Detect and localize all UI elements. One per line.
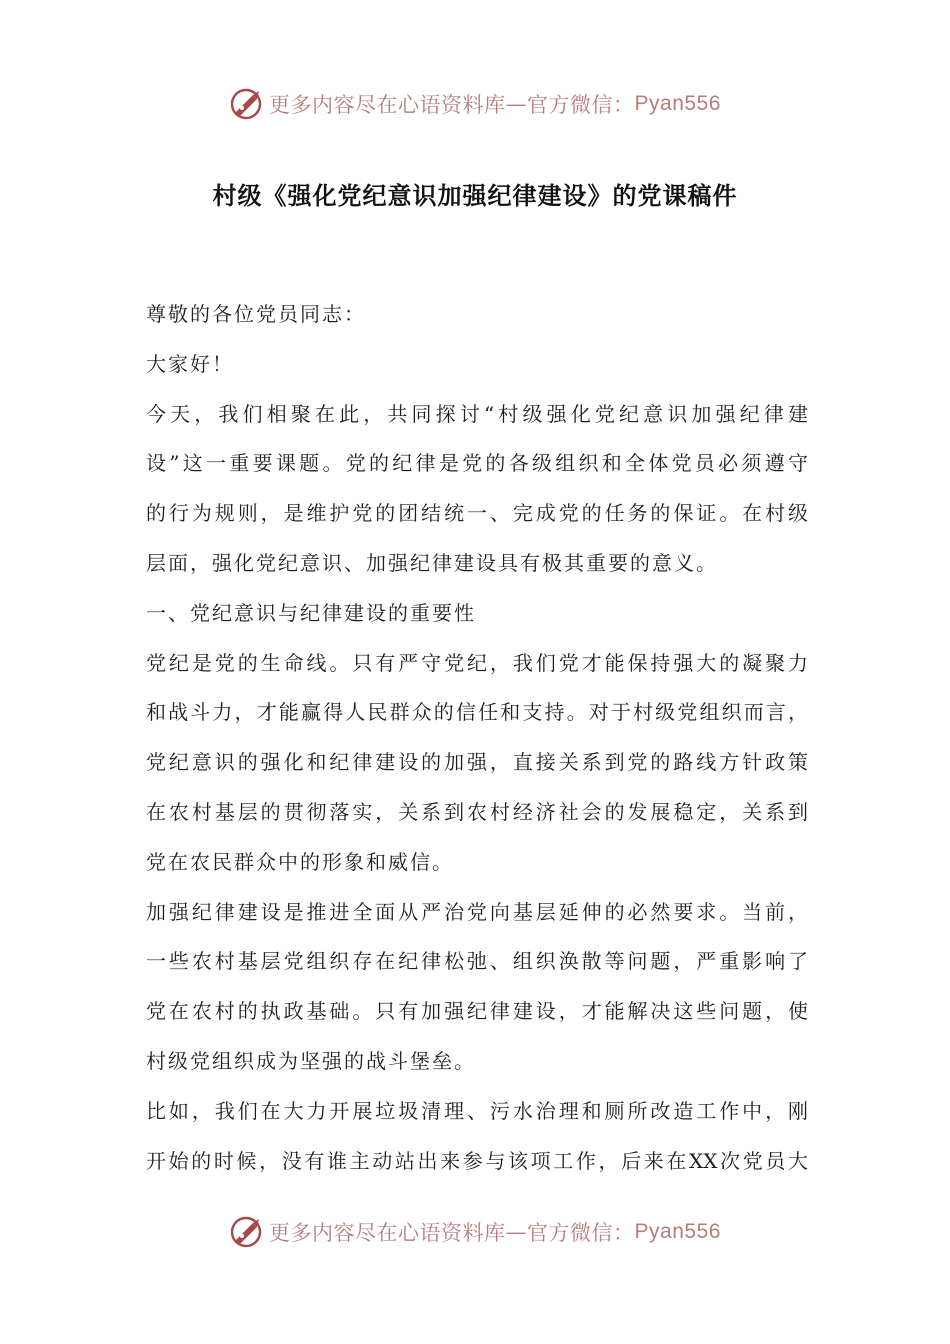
pen-circle-logo-icon xyxy=(229,87,263,121)
header-watermark xyxy=(0,84,950,124)
body-line: 的行为规则，是维护党的团结统一、完成党的任务的保证。在村级 xyxy=(146,501,808,526)
body-line: 设”这一重要课题。党的纪律是党的各级组织和全体党员必须遵守 xyxy=(146,451,808,476)
body-line: 党纪是党的生命线。只有严守党纪，我们党才能保持强大的凝聚力 xyxy=(146,650,808,675)
body-line: 今天，我们相聚在此，共同探讨“村级强化党纪意识加强纪律建 xyxy=(146,401,808,426)
watermark-account: Pyan556 xyxy=(634,92,721,115)
watermark-separator: — xyxy=(505,1220,528,1244)
body-line: 在农村基层的贯彻落实，关系到农村经济社会的发展稳定，关系到 xyxy=(146,799,808,824)
section-heading: 一、党纪意识与纪律建设的重要性 xyxy=(146,600,476,625)
body-line: 比如，我们在大力开展垃圾清理、污水治理和厕所改造工作中，刚 xyxy=(146,1098,808,1123)
body-line: 和战斗力，才能赢得人民群众的信任和支持。对于村级党组织而言， xyxy=(146,700,808,725)
body-line: 层面，强化党纪意识、加强纪律建设具有极其重要的意义。 xyxy=(146,550,718,575)
body-line: 党在农民群众中的形象和威信。 xyxy=(146,849,454,874)
footer-watermark xyxy=(0,1212,950,1252)
watermark-account: Pyan556 xyxy=(634,1220,721,1243)
body-line: 村级党组织成为坚强的战斗堡垒。 xyxy=(146,1048,476,1073)
body-line: 党在农村的执政基础。只有加强纪律建设，才能解决这些问题，使 xyxy=(146,999,808,1024)
document-title: 村级《强化党纪意识加强纪律建设》的党课稿件 xyxy=(212,182,738,210)
watermark-suffix: 官方微信： xyxy=(527,1221,635,1245)
body-line: 尊敬的各位党员同志： xyxy=(146,302,366,326)
watermark-text: 更多内容尽在心语资料库 xyxy=(269,93,506,117)
body-line: 大家好！ xyxy=(146,351,234,376)
pen-circle-logo-icon xyxy=(229,1215,263,1249)
body-line: 一些农村基层党组织存在纪律松弛、组织涣散等问题，严重影响了 xyxy=(146,949,808,974)
body-line: 加强纪律建设是推进全面从严治党向基层延伸的必然要求。当前， xyxy=(146,899,808,924)
body-line: 开始的时候，没有谁主动站出来参与该项工作，后来在XX次党员大 xyxy=(146,1148,808,1173)
watermark-suffix: 官方微信： xyxy=(527,93,635,117)
body-line: 党纪意识的强化和纪律建设的加强，直接关系到党的路线方针政策 xyxy=(146,750,808,775)
watermark-text: 更多内容尽在心语资料库 xyxy=(269,1221,506,1245)
watermark-separator: — xyxy=(505,92,528,116)
document-body xyxy=(146,290,808,1186)
